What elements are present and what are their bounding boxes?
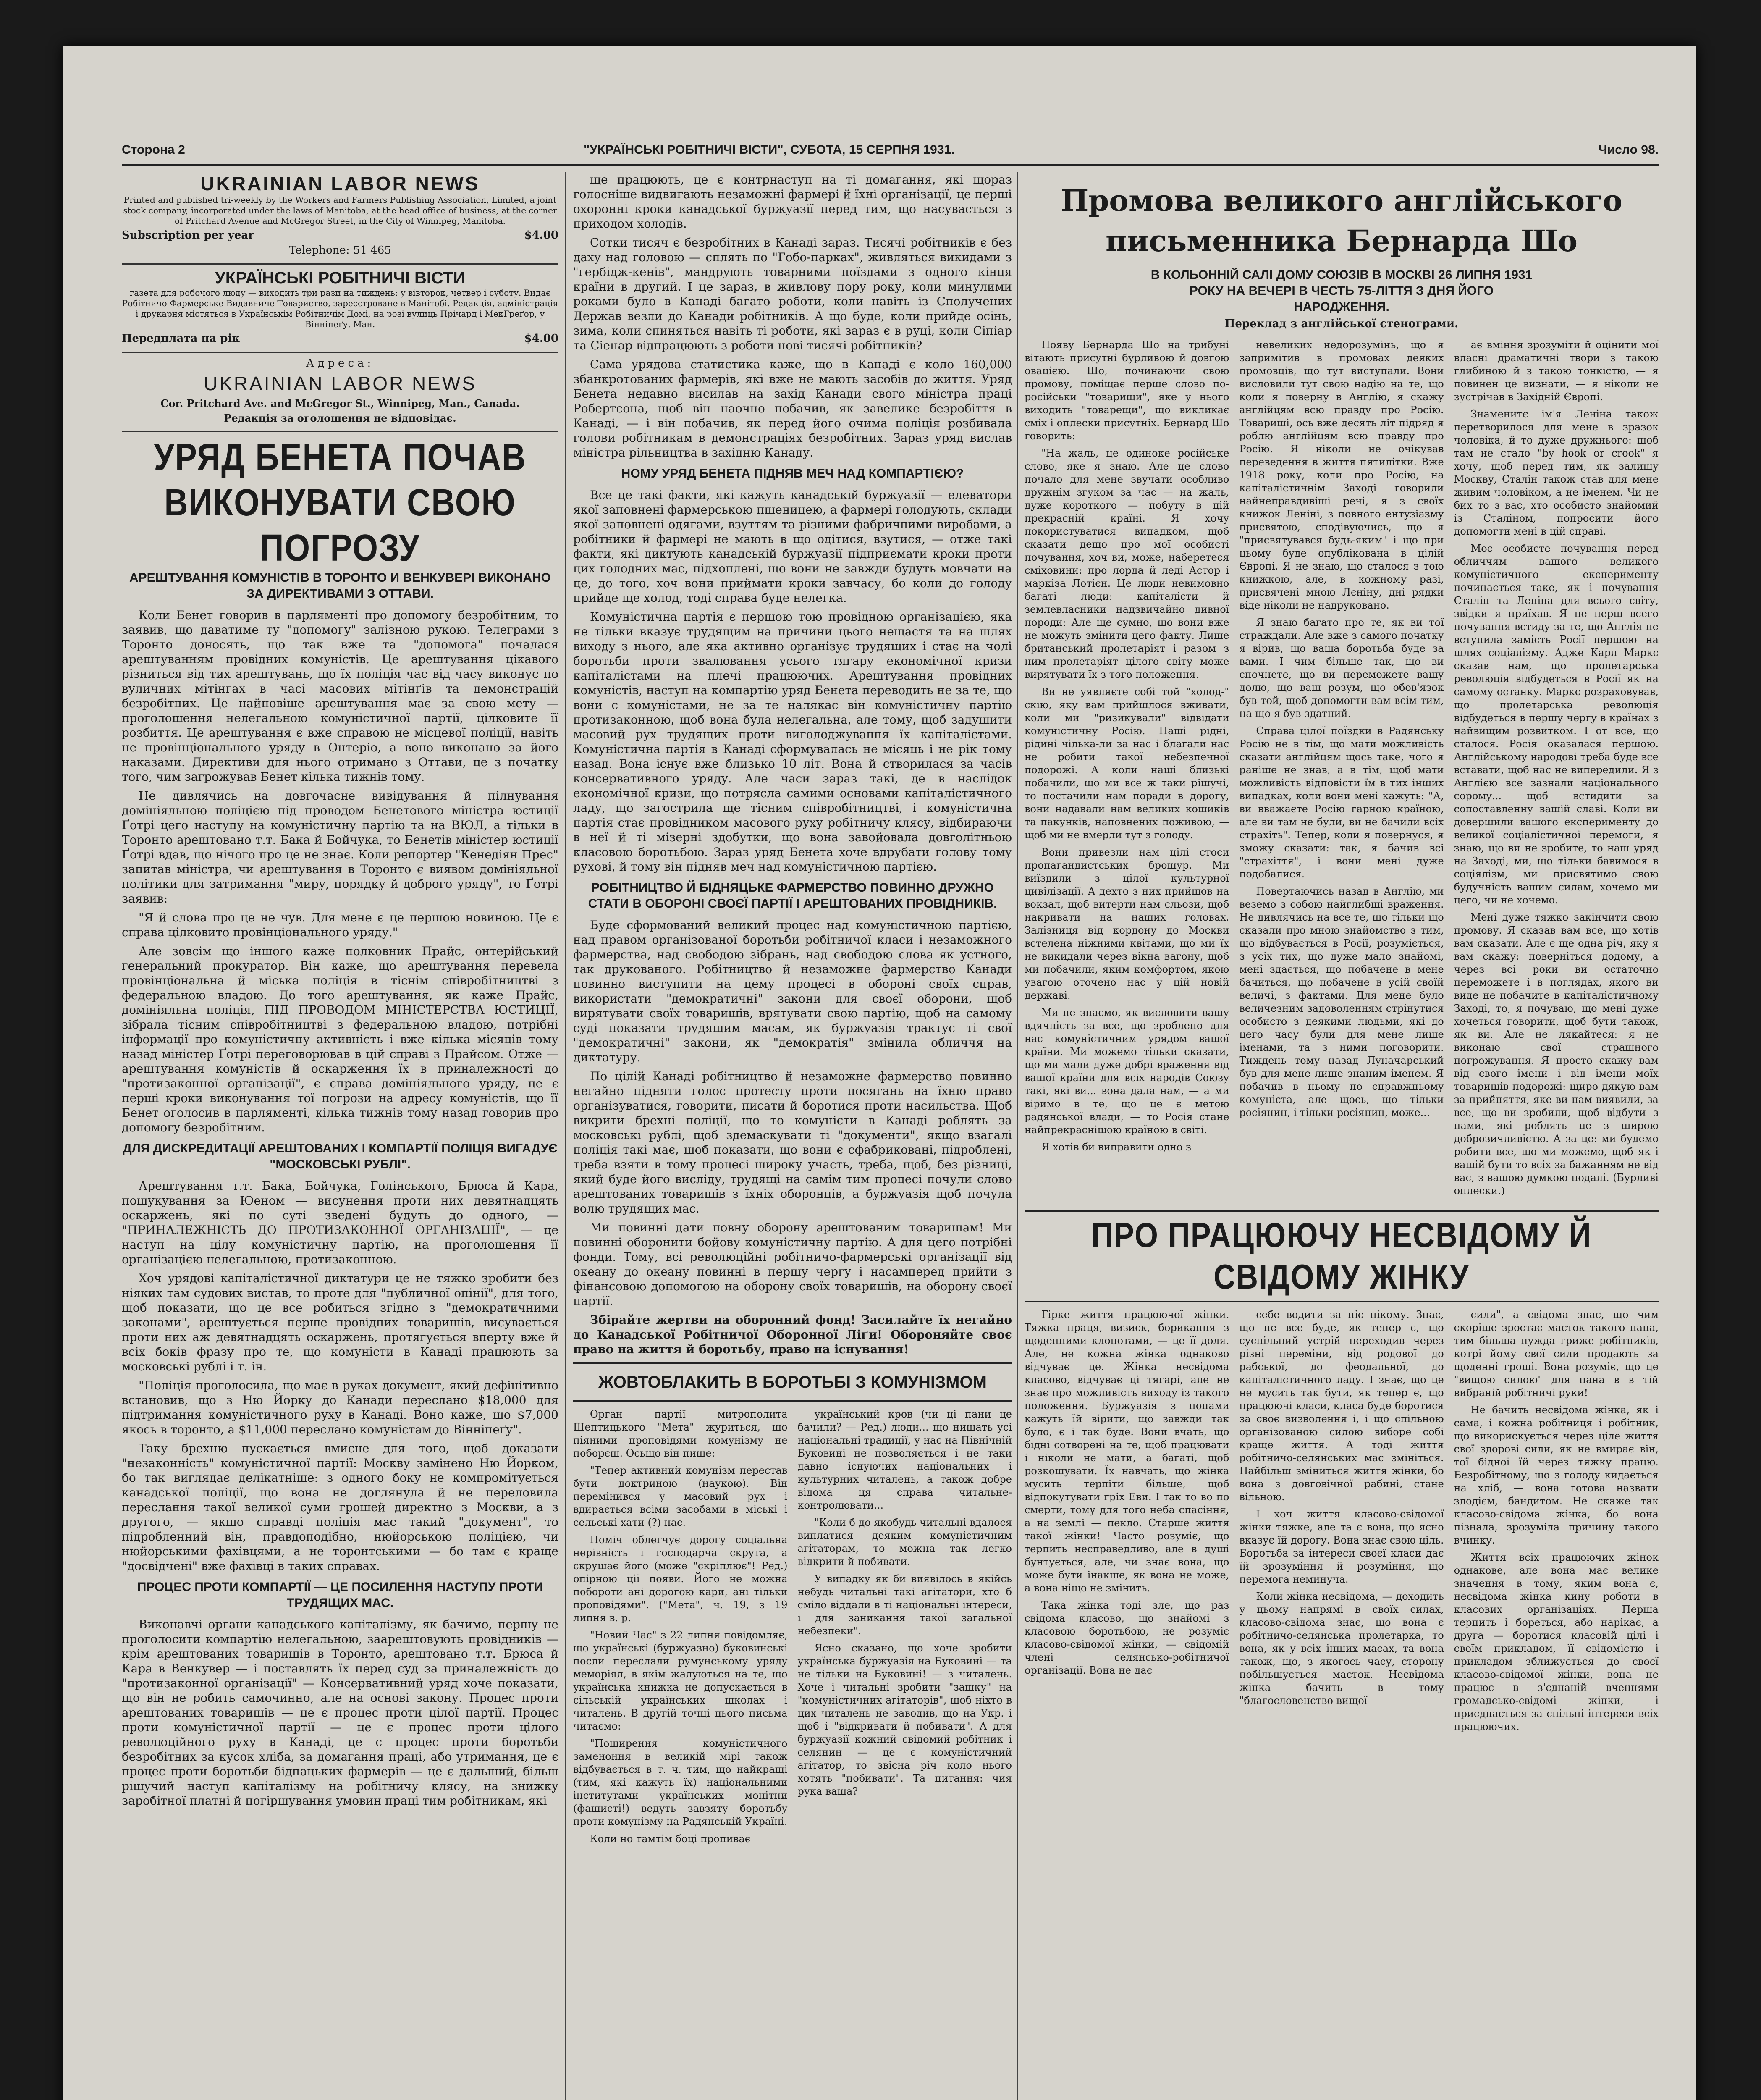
col2-paragraph: Комуністична партія є першою тою провідною організацією, яка не тільки вказує трудящим на причини цього нещастя та на шлях виходу з нього, але яка активно організує трудящих і стає на чолі боротьби проти звалювання усього тягару економічної кризи капіталістами на плечі працюючих. Арештування провідних комуністів, наступ на компартію уряд Бенета переводить не за те, що вони є комуністами, не за те налякає він комуністичну партію протизаконною, щоб вона була нелегальна, але тому, щоб задушити масовий рух трудящих проти виголоджування їх капіталістами. Комуністична партія в Канаді сформувалась не місяць і не рік тому назад. Вона існує вже близько 10 літ. Вона й створилася за часів консервативного уряду. Але часи зараз такі, де в наслідок економічної кризи, що потрясла самими основами капіталістичного ладу, що загострила ще тісним співробітництві, і комуністична партія стає провідником масового руху робітничу клясу, відбираючи в неї й ті мізерні здобутки, що вона завойовала довголітньою класовою боротьбою. Зараз уряд Бенета хоче вдрубати голову тому рухові, й тому він підняв меч над комуністичною партією. — [573, 610, 1012, 874]
masthead-address — [122, 357, 558, 432]
page-label: Сторона 2 — [122, 143, 185, 157]
paper-date: "УКРАЇНСЬКІ РОБІТНИЧІ ВІСТИ", СУБОТА, 15 СЕРПНЯ 1931. — [584, 143, 955, 157]
article4 — [1025, 1210, 1659, 1302]
col2-paragraph: ще працюють, це є контрнаступ на ті домагання, які щораз голосніше видвигають незаможні фармері й їхні організації, це перші охоронні кроки канадської буржуазії перед тим, що насувається з приходом холодів. — [573, 173, 1012, 231]
article3-paragraph: Моє особисте почування перед обличчям вашого великого комуністичного експерименту починається таке, як і почування Сталін та Леніна для всього світу, звідки я приїхав. Я не перш всего почування встиду за те, що Англія не вступила замість Росії першою на шлях соціалізму. Адже Карл Маркс сказав нам, що пролетарська революція відбудеться в Росії як на самому останку. Маркс розраховував, що пролетарська революція відбудеться в першу чергу в країнах з найвищим розвитком. І от все, що сталося. Росія оказалася першою. Англійському народові треба буде все вставати, щоб нас не випередили. Я з Англією все зазнали національного сорому... щоб встидити за сопоставленну вашій славі. Коли ви довершили вашого експерименту до великої соціалістичної перемоги, я знаю, що ви не зробите, то наш уряд на Заході, ми, що тільки бавимося в соціялізм, ми присвятимо свою будучність вашим силам, хочемо ми цего, чи не хочемо. — [1454, 543, 1659, 906]
article3-paragraph: Я знаю багато про те, як ви тої страждали. Але вже з самого початку я вірив, що ваша боротьба буде за вами. І чим більше так, що ви спочнете, що ви переможете вашу долю, що ваш розум, що обов'язок був той, щоб допомогти вам всім тим, на що я був здатний. — [1239, 617, 1444, 719]
column-rule — [565, 172, 566, 2100]
col2-paragraph: Сотки тисяч є безробітних в Канаді зараз. Тисячі робітників є без даху над головою — сплять по "Гобо-парках", живляться викидами з "ґербідж-кенів", мандрують товарними поїздами з одного кінця країни в другий. І це зараз, в живлову пору року, коли минулими роками було в Канаді багато роботи, коли навіть із Сполучених Держав везли до Канади робітників. А що буде, коли прийде осінь, зима, коли спиняться навіть ті роботи, які зараз є в руці, коли Сіпіар та Сіенар відпрацюють з роботи нові тисячі робітників? — [573, 236, 1012, 352]
article1-paragraph: "Я й слова про це не чув. Для мене є це першою новиною. Це є справа цілковито провінціонального уряду." — [122, 911, 558, 939]
subscription-label: Subscription per year — [122, 229, 254, 242]
col2-subhead-2: РОБІТНИЦТВО Й БІДНЯЦЬКЕ ФАРМЕРСТВО ПОВИННО ДРУЖНО СТАТИ В ОБОРОНІ СВОЄЇ ПАРТІЇ І АРЕШТОВАНИХ ПРОВІДНИКІВ. — [588, 881, 997, 911]
article2-quote: У випадку як би виявілось в якійсь небудь читальні такі агітатори, хто б сміло віддали в ті національні інтереси, і для заникання такої загальної небезпеки". — [797, 1573, 1012, 1637]
article3-paragraph: Повертаючись назад в Англію, ми веземо з собою найглибші враження. Не дивлячись на все те, що тільки що сказали про мною знайомство з тим, що відбувається в Росії, розуміється, з усіх тих, що дуже мало знайомі, мені здається, що побачене в мене бачиться, що побачене в усій своїй величі, з фактами. Для мене було величезним задоволенням стрінутися особисто з деякими людьми, які до цего часу були для мене лише іменами, та з ними поговорити. Тиждень тому назад Луначарський був для мене лише знаним іменем. Я побачив в ньому по справжньому комуніста, але щось, що тільки росіянин, і тільки росіянин, може... — [1239, 885, 1444, 1118]
article3-paragraph: Появу Бернарда Шо на трибуні вітають присутні бурливою й довгою овацією. Шо, починаючи свою промову, поміщає перше слово по-російськи "товарищи", яке у нього виходить "товарещи", що викликає сміх і оплески присутніх. Бернард Шо говорить: — [1025, 339, 1229, 442]
masthead-english-title: UKRAINIAN LABOR NEWS — [200, 173, 480, 194]
article1-paragraph: Виконавчі органи канадського капіталізму, як бачимо, першу не проголосити компартію нелегальною, заарештовують провідників — крім арештованих товаришів в Торонто, арештовано т.т. Брюса й Кара в Венкувер — і поставлять їх перед суд за приналежність до "протизаконної організації" — Консервативний уряд хоче показати, що він не робить самочинно, але на основі закону. Процес проти арештованих товаришів — це є процес проти цілої партії. Процес проти комуністичної партії — це є процес проти цілого революційного руху в Канаді, це є процес проти боротьби безробітних за кусок хліба, за домагання праці, або утримання, це є процес проти боротьби біднацьких фармерів — це є дальший, більш рішучий наступ капіталізму на робітничу клясу, на знижку заробітної платні й погіршування умовин праці тим робітникам, які — [122, 1617, 558, 1808]
article1-paragraph: "Поліція проголосила, що має в руках документ, який дефінітивно встановив, що з Ню Йорку до Канади переслано $18,000 для підтримання комуністичного руху в Канаді. Воно каже, що $7,000 якось в торонто, а $11,000 переслано комуністам до Вінніпеґу". — [122, 1378, 558, 1436]
article3-paragraph: невеликих недорозумінь, що я запримітив в промовах деяких промовців, що тут виступали. Вони висловили тут свою надію на те, що коли я поверну в Англію, я скажу англійцям всю правду про Росію. Товариші, ось вже десять літ підряд я роблю англійцям всю правду про Росію. Я ніколи не очікував переведення в життя пятилітки. Вже 1918 року, коли про Росію, на капіталістичнім Заході говорили найнеправдивіші речі, я з своїх книжок Леніні, з повного ентузіазму присвятою, сподівуючись, що я "присвятувався будь-яким" і що при цьому буде опублікована в цілій Європі. Я не знаю, що сталося з тою книжкою, але, в кожному разі, присвячені мною Лєніну, дні рядки віде ніколи не надруковано. — [1239, 339, 1444, 611]
article2-quote: "Коли б до якобудь читальні вдалося виплатися деяким комуністичним агітаторам, то можна так легко відкрити й побивати. — [797, 1517, 1012, 1567]
col2-paragraph: По цілій Канаді робітництво й незаможне фармерство повинно негайно підняти голос протесту проти посягань на їхню право організуватися, говорити, писати й боротися проти насильства. Щоб викрити брехні поліції, що то комуністи в Канаді роблять за московські рублі, щоб здемаскувати ті "документи", якщо взагалі поліція такі має, щоб показати, що вони є сфабриковані, підроблені, треба взяти в тому процесі широку участь, треба, щоб, без різниці, який буде його висліду, трудящі на самім тим процесі почули слово арештованих товаришів з їхніх оборонців, а буржуазія щоб почула волю трудящих мас. — [573, 1069, 1012, 1215]
article2-quote: Поміч облегчує дорогу соціальна нерівність і господарча скрута, а скрушає його (може "скріплює"! Ред.) опірною ції появи. Його не можна побороти ані дорогою кари, ані тільки проповідями". ("Мета", ч. 19, з 19 липня в. р. — [573, 1534, 788, 1624]
article1-paragraph: Не дивлячись на довгочасне вивідування й пілнування домініяльною поліцією під проводом Бенетового міністра юстиції Ґотрі цего наступу на комуністичну партію та на ВЮЛ, а тільки в Торонто арештовано т.т. Бака й Бойчука, то Бенетів міністер юстиції Ґотрі вдав, що нічого про це не знає. Коли репортер "Кенедіян Прес" запитав міністра, чи арештування в Торонто є виявом домініяльної політики для затримання "миру, порядку й доброго уряду", то Ґотрі заявив: — [122, 789, 558, 906]
address-label: Адреса: — [306, 357, 375, 370]
article3-col-1 — [1025, 339, 1229, 1202]
article4-col-2 — [1239, 1308, 1444, 1738]
article1-subhead-2: ДЛЯ ДИСКРЕДИТАЦІЇ АРЕШТОВАНИХ І КОМПАРТІЇ ПОЛІЦІЯ ВИГАДУЄ "МОСКОВСЬКІ РУБЛІ". — [123, 1142, 558, 1171]
prepaid-label: Передплата на рік — [122, 332, 240, 345]
article2-right — [798, 1408, 1012, 1850]
article4-paragraph: себе водити за ніс нікому. Знає, що не все буде, як тепер є, що суспільний устрій переходив через різні переміни, від родової до рабської, до феодальної, до капіталістичного ладу. І знає, що це не мусить так бути, як тепер є, що працюючі класи, класа буде боротися за своє визволення і, і що спільною організованою силою виборе собі краще життя. А тоді життя робітничо-селянських мас змініться. Найбільш зміниться життя жінки, бо вона з довговічної рабині, стане вільною. — [1239, 1309, 1444, 1503]
col2-subhead: НОМУ УРЯД БЕНЕТА ПІДНЯВ МЕЧ НАД КОМПАРТІЄЮ? — [621, 467, 964, 480]
article4-paragraph: Не бачить несвідома жінка, як і сама, і кожна робітниця і робітник, що викорискується через ціле життя свої здорові сили, як не вмирає він, тої бідної їй через тяжку працю. Безробітному, що з голоду кидається на хліб, — вона готова назвати злодієм, бандитом. Не скаже так класово-свідома жінка, бо вона пізнала, зрозуміла причину такого вчинку. — [1454, 1404, 1659, 1546]
article1-subhead: АРЕШТУВАННЯ КОМУНІСТІВ В ТОРОНТО И ВЕНКУВЕРІ ВИКОНАНО ЗА ДИРЕКТИВАМИ З ОТТАВИ. — [129, 571, 551, 601]
article3-paragraph: Мені дуже тяжко закінчити свою промову. Я сказав вам все, що хотів вам сказати. Але є ще одна річ, яку я вам скажу: поверніться додому, а через всі роки ви остаточно переможете і в поглядах, якого ви виде не побачите в капіталістичному Заході, то, я почуваю, що мені дуже хочеться говорити, щоб бути також, як ви. Але не лякайтеся: я не виконаю свої страшного погрожування. Я просто скажу вам від свого імени і від імени моїх товаришів подорожі: щиро дякую вам за прийняття, яке ви нам виявили, за все, що ви зробили, щоб відбути з нами, які роблять це з щирою доброзичливістю. А за це: ми будемо робити все, що ми можемо, щоб як і вашій бути то всіх за бажанням не від вас, з вашою думкою подалі. (Бурливі оплески.) — [1454, 911, 1659, 1197]
article3-col-2 — [1239, 339, 1444, 1202]
article4-body — [1025, 1308, 1659, 1738]
article3-paragraph: Ми не знаємо, як висловити вашу вдячність за все, що зроблено для нас комуністичним урядом вашої країни. Ми можемо тільки сказати, що ми мали дуже добрі враження від вашої країни для всіх народів Союзу такі, які ви... вона дала нам, — а ми віримо в те, що це є метою радянської влади, — то Росія стане найпрекраснішою країною в світі. — [1025, 1007, 1229, 1136]
article3-paragraph: Знаменитє ім'я Леніна також перетворилося для мене в зразок чоловіка, й то дуже дружнього: щоб там не стало "by hook or crook" я хочу, щоб перед тим, як залишу Москву, Сталін також став для мене живим чоловіком, а не іменем. Чи не бих то з вас, хто особисто знайомий із Сталіном, попросити його допомогти мені в цій справі. — [1454, 408, 1659, 537]
article3-subhead: В КОЛЬОННІЙ САЛІ ДОМУ СОЮЗІВ В МОСКВІ 26 ЛИПНЯ 1931 РОКУ НА ВЕЧЕРІ В ЧЕСТЬ 75-ЛІТТЯ З ДНЯ ЙОГО НАРОДЖЕННЯ. — [1150, 268, 1533, 314]
article3-paragraph: ає вміння зрозуміти й оцінити мої власні драматичні твори з такою глибиною й з такою тонкістю, — я повинен це визнати, — я ніколи не зустрічав в Західній Європі. — [1454, 339, 1659, 403]
article4-paragraph: І хоч життя класово-свідомої жінки тяжке, але та є вона, що ясно вказує їй дорогу. Вона знає свою ціль. Боротьба за інтереси своєї класи дає їй зрозуміння й розуміння, що перемога неминуча. — [1239, 1508, 1444, 1585]
article2-body — [573, 1408, 1012, 1850]
article4-paragraph: Коли жінка несвідома, — доходить у цьому напрямі в своїх силах, класово-свідома знає, що вона є робітничо-селянська пролетарка, то вона, як у всіх інших масах, та вона також, що, з якогось часу, сторону побільшується маєток. Несвідома жінка бачить в тому "благословенство вищої — [1239, 1591, 1444, 1706]
article4-paragraph: Гірке життя працюючої жінки. Тяжка праця, визиск, борикання з щоденними клопотами, — це її доля. Але, не кожна жінка однаково відчуває це. Жінка несвідома класово, відчуває ці тягарі, але не знає про можливість виходу із такого положення. Буржуазія з попами кажуть їй вірити, що завжди так було, є і так буде. Вони вчать, що бідні сотворені на те, щоб працювати і ніколи не мати, а багаті, щоб розкошувати. Їх навчать, що жінка мусить терпіти більше, щоб відпокутувати гріх Еви. І так то во по смерти, тому для того неба спасіння, а на землі — пекло. Старше життя такої жінки! Часто розуміє, що терпить несправедливо, але в душі бунтується, але, чи знає вона, що може бути інакше, як вона не може, а вона ніщо не змінить. — [1025, 1309, 1229, 1594]
col2-paragraph: Ми повинні дати повну оборону арештованим товаришам! Ми повинні оборонити бойову комуністичну партію. А для цего потрібні фонди. Тому, всі революційні робітничо-фармерські організації від океану до океану повинні в першу чергу і насамперед прийти з фінансовою допомогою на оборону своїх товаришів, на оборону своєї партії. — [573, 1221, 1012, 1308]
article3-translator: Переклад з англійської стенограми. — [1224, 318, 1459, 330]
article3-paragraph: Ви не уявляєте собі той "холод-" скію, яку вам прийшлося вживати, коли ми "ризикували" відвідати комуністичну Росію. Наші рідні, рідині чілька-ли за нас і благали нас не робити такої небезпечної подорожі. А коли наші близькі побачили, що ми все ж таки рішучі, то постачили нам поради в дорогу, вони надавали нам великих кошиків та пакунків, наповнених поживою, — щоб ми не вмерли тут з голоду. — [1025, 686, 1229, 841]
article2-quote: Коли но тамтім боці пропиває — [590, 1833, 751, 1845]
article4-headline: ПРО ПРАЦЮЮЧУ НЕСВІДОМУ Й СВІДОМУ ЖІНКУ — [1091, 1216, 1592, 1297]
subscription-price: $4.00 — [524, 229, 558, 242]
article2-quote: український кров (чи ці пани це бачили? — Ред.) люди... що нищать усі національні традиції, у нас на Північній Буковині не позволяється і не таки давно існуючих національних і культурних читалень, а також добре відома ця справа читальне-контролювати... — [797, 1408, 1012, 1511]
prepaid-row — [122, 332, 558, 345]
article4-col-1 — [1025, 1308, 1229, 1738]
article3-headline: Промова великого англійського письменника Бернарда Шо — [1061, 183, 1622, 258]
article2-paragraph: "Новий Час" з 22 липня повідомляє, що українські (буржуазно) буковинські посли переслали румунському уряду меморіял, в якім жалуються на те, що українська книжка не допускається в сільській українських школах і читалень. В другій точці цього письма читаємо: — [573, 1629, 788, 1732]
article1-paragraph: Але зовсім що іншого каже полковник Прайс, онтерійський генеральний прокуратор. Він каже, що арештування перевела провінціональна й міська поліція в тіснім співробітництві з федеральною владою. До того арештування, як каже Прайс, домініяльна поліція, ПІД ПРОВОДОМ МІНІСТЕРСТВА ЮСТИЦІЇ, зібрала тісним співробітництві з федеральною владою, потрібні інформації про комуністичну активність і вже кілька місяців тому назад міністер Ґотрі переговорював в цій справі з Прайсом. Отже — арештування комуністів й оскарження їх в приналежності до "протизаконної організації", є справа домініяльного уряду, це є перші кроки виконування тої погрози на адресу комуністів, що її Бенет оголосив в парляменті, кілька тижнів тому назад говорив про допомогу безробітним. — [122, 944, 558, 1134]
article1-paragraph: Арештування т.т. Бака, Бойчука, Голінського, Брюса й Кара, пошукування за Юеном — висунення проти них девятнадцять оскаржень, які по суті зведені будуть до одного, — "ПРИНАЛЕЖНІСТЬ ДО ПРОТИЗАКОННОЇ ОРГАНІЗАЦІЇ", — це наступ на цілу комуністичну партію, на проголошення її організацією нелегальною, протизаконною. — [122, 1179, 558, 1266]
article1-headline: УРЯД БЕНЕТА ПОЧАВ ВИКОНУВАТИ СВОЮ ПОГРОЗУ — [154, 436, 527, 569]
disclaimer: Редакція за оголошення не відповідає. — [224, 412, 456, 424]
running-header — [122, 139, 1659, 166]
address-line: Cor. Pritchard Ave. and McGregor St., Winnipeg, Man., Canada. — [160, 397, 520, 410]
prepaid-price: $4.00 — [524, 332, 558, 345]
masthead-english-imprint: Printed and published tri-weekly by the Workers and Farmers Publishing Association, Limited, a joint stock company, incorporated under the laws of Manitoba, at the head office of business, at the corner of Pritchard Avenue and McGregor Street, in the City of Winnipeg, Manitoba. — [123, 195, 557, 226]
article4-paragraph: сили", а свідома знає, що чим скоріше зростає маєток такого пана, тим більша нужда гриже робітників, котрі йому свої сили продають за щоденні гроші. Вона розуміє, що це "вищою силою" для пана в в тій вибраній робітничі руки! — [1454, 1309, 1659, 1399]
masthead-ukrainian — [122, 269, 558, 353]
article2-quote: "Тепер активний комунізм перестав бути доктриною (наукою). Він перемінився у масовий рух і вдирається всіми засобами в міські і сельські хати (?) нас. — [573, 1465, 788, 1528]
masthead — [122, 172, 558, 265]
column-2 — [573, 172, 1012, 1850]
article1-paragraph: Коли Бенет говорив в парляменті про допомогу безробітним, то заявив, що даватиме ту "допомогу" залізною рукою. Телеграми з Торонто доносять, що так вже та "допомога" почалася арештуванням провідних комуністів. Це арештування цікавого різниться від тих арештувань, що їх поліція чає від часу виконує по вуличних мітінгах в часі масових мітінґів та демонстрацій безробітних. Це найновіше арештування має за свою мету — проголошення нелегальною комуністичної партії, цілковите її розбиття. Це арештування є вже справою не місцевої поліції, навіть не провінціонального уряду в Онтеріо, а воно виконано за його наказами. Директиви для нього отримано з Оттави, це з початку того, чим загрожував Бенет кілька тижнів тому. — [122, 608, 558, 784]
masthead-ukrainian-imprint: газета для робочого люду — виходить три рази на тиждень: у вівторок, четвер і суботу. Видає Робітничо-Фармерське Видавниче Товариство, зареєстроване в Манітобі. Редакція, адміністрація і друкарня містяться в Українськім Робітничім Домі, на розі вулиць Прічард і МекГреґор, у Вінніпеґу, Ман. — [122, 288, 558, 329]
article2-headline: ЖОВТОБЛАКИТЬ В БОРОТЬБІ З КОМУНІЗМОМ — [598, 1373, 987, 1391]
subscription-row — [122, 229, 558, 242]
column-rule — [1017, 172, 1018, 2100]
col2-paragraph: Сама урядова статистика каже, що в Канаді є коло 160,000 збанкротованих фармерів, які вже не мають засобів до життя. Уряд Бенета недавно висилав на захід Канади свого міністра праці Робертсона, щоб він наочно побачив, як завелике безробіття в Канаді, — і він побачив, як перед його очима поліція розбивала голови робітникам в демонстраціях безробітних. Зараз уряд вислав міністра рільництва в західню Канаду. — [573, 357, 1012, 459]
col2-paragraph: Буде сформований великий процес над комуністичною партією, над правом організованої боротьби робітничої класи і незаможного фармерства, над свободою зібрань, над свободою слова як устного, так друкованого. Робітництво й незаможне фармерство Канади повинно виступити на цему процесі в обороні своїх справ, використати "демократичні" закони для своєї оборони, щоб вирятувати своїх товаришів, врятувати свою партію, щоб на самому суді показати трудящим масам, як буржуазія трактує ті свої "демократичні" закони, як "демократія" змінила обличчя на диктатуру. — [573, 918, 1012, 1064]
masthead-ukrainian-title: УКРАЇНСЬКІ РОБІТНИЧІ ВІСТИ — [215, 269, 466, 287]
article4-paragraph: Така жінка тоді зле, що раз свідома класово, що знайомі з класовою боротьбою, не розуміє класово-свідомої жінки, — свідомій члені селянсько-робітничої організації. Вона не дає — [1025, 1599, 1229, 1676]
column-1 — [122, 172, 558, 1812]
article2-paragraph: Орган партії митрополита Шептицького "Мета" журиться, що піяними проповідями комунізму не поборєш. Осьщо він пише: — [573, 1408, 788, 1459]
column-3 — [1025, 172, 1659, 1738]
article2 — [573, 1362, 1012, 1402]
article1-subhead-3: ПРОЦЕС ПРОТИ КОМПАРТІЇ — ЦЕ ПОСИЛЕННЯ НАСТУПУ ПРОТИ ТРУДЯЩИХ МАС. — [137, 1580, 543, 1610]
article2-quote: "Поширення комуністичного заменоння в великій мірі також відбувається в т. ч. тим, що найкращі (тим, які кажуть їх) національними інститутами українських монітни (фашисті!) ведуть завзяту боротьбу проти комунізму на Радянській Україні. — [573, 1738, 788, 1827]
col2-paragraph: Збірайте жертви на оборонний фонд! Засилайте їх негайно до Канадської Робітничої Оборонної Ліґи! Обороняйте своє право на життя й боротьбу, право на існування! — [573, 1313, 1012, 1356]
col2-paragraph: Все це такі факти, які кажуть канадській буржуазії — елеватори якої заповнені фармерською пшеницею, а фармері голодують, склади якої заповнені одягами, взуттям та різними фабричними виробами, а робітники й фармері не мають в що одітися, взутися, — отже такі факти, які диктують канадській буржуазії підприємати кроки проти цих голодних мас, підхоплені, що вони не завжди будуть мовчати на це, до того, хоч вони приймати кроки завчасу, бо коли до голоду прийде ще холод, тоді справа буде нелегка. — [573, 488, 1012, 605]
telephone: Telephone: 51 465 — [289, 244, 391, 257]
article3-col-3 — [1454, 339, 1659, 1202]
article3-paragraph: "На жаль, це одиноке російське слово, яке я знаю. Але це слово почало для мене звучати особливо дружнім згуком за час — на жаль, дуже короткого — побуту в цій прекрасній країні. Я хочу покористуватися випадком, щоб сказати дещо про мої особисті почування, хоч ви, може, наберетеся сміховини: про лорда й леді Астор і маркіза Лотієн. Це люди невимовно багаті люди: капіталісти й землевласники надзвичайно дивної породи: Але ще сумно, що вони вже не можуть змінити цего факту. Лише британський пролетаріят і разом з ним пролетаріят цілого світу може вирятувати їх з того положення. — [1025, 447, 1229, 680]
article1-paragraph: Таку брехню пускається вмисне для того, щоб доказати "незаконність" комуністичної партії: Москву замінено Ню Йорком, бо так виглядає делікатніше: з одного боку не компромітується канадської поліції, що вона не доглянула й не переловила переслання такої великої суми грошей директно з Москви, а з другого, — якщо справді поліція має такий "документ", то підробленний він, правдоподібно, нюйорською поліцією, чи нюйорськими фахівцями, а не торонтськими — бо там є краще "досвідчені" вже фахівці в таких справах. — [122, 1441, 558, 1573]
article1-paragraph: Хоч урядові капіталістичної диктатури це не тяжко зробити без ніяких там судових вистав, то проте для "публичної опінії", для того, щоб показати, що це все робиться згідно з "демократичними законами", арештується перше провідних товаришів, висувається проти них аж девятнадцять оскаржень, протягується вперту вже й всіх боків фразу про те, що комуністи в Канаді працюють за московські рублі і т. ін. — [122, 1271, 558, 1373]
article4-paragraph: Життя всіх працюючих жінок однакове, але вона має велике значення в тому, яким вона є, несвідома жінка кину роботи в класових організаціях. Перша терпить і бореться, або нарікає, а друга — боротися класовій цілі і своїм прикладом, її свідомістю і прикладом зближується до своєї класово-свідомої жінки, вона не працює в з'єднаній вченнями громадсько-свідомі жінки, і приєднається за спільні інтереси всіх працюючих. — [1454, 1551, 1659, 1732]
issue-number: Число 98. — [1598, 143, 1659, 157]
article2-left — [573, 1408, 788, 1850]
article3-paragraph: Я хотів би виправити одно з — [1041, 1141, 1192, 1153]
newspaper-page — [63, 46, 1696, 2100]
article2-paragraph: Ясно сказано, що хоче зробити українська буржуазія на Буковині — та не тільки на Буковині! — з читалень. Хоче і читальні зробити "зашку" на "комуністичних агітаторів", щоб ніхто в цих читалень не заводив, що на Укр. і щоб і "відкривати й побивати". А для буржуазії кожний свідомий робітник і селянин — це є комуністичний агітатор, то звісна річ коло нього хотять "побивати". Та питання: чия рука ваща? — [797, 1642, 1012, 1797]
article3-paragraph: Вони привезли нам цілі стоси пропагандистських брошур. Ми виїздили з цілої культурної цивілізації. А дехто з них прийшов на вокзал, щоб витерти нам сльози, щоб накривати на наших головах. Залізниця від кордону до Москви встелена ніжними квітами, що ми їх не викидали через вікна вагону, щоб ми побачили, яким комфортом, якою увагою оточено нас у цій новій державі. — [1025, 846, 1229, 1001]
article4-col-3 — [1454, 1308, 1659, 1738]
address-title: UKRAINIAN LABOR NEWS — [204, 373, 477, 394]
article3-body — [1025, 339, 1659, 1202]
article3-paragraph: Справа цілої поїздки в Радянську Росію не в тім, що мати можливість сказати англійцям щось таке, чого я раніше не знав, а в тім, щоб мати можливість відповісти їм в тих інших випадках, коли вони мені кажуть: "А, ви вважаєте Росію гарною країною, але ви там не були, ви не бачили всіх страхіть". Тепер, коли я повернуся, я зможу сказати: так, я бачив всі "страхіття", і вони мені дуже подобалися. — [1239, 725, 1444, 880]
